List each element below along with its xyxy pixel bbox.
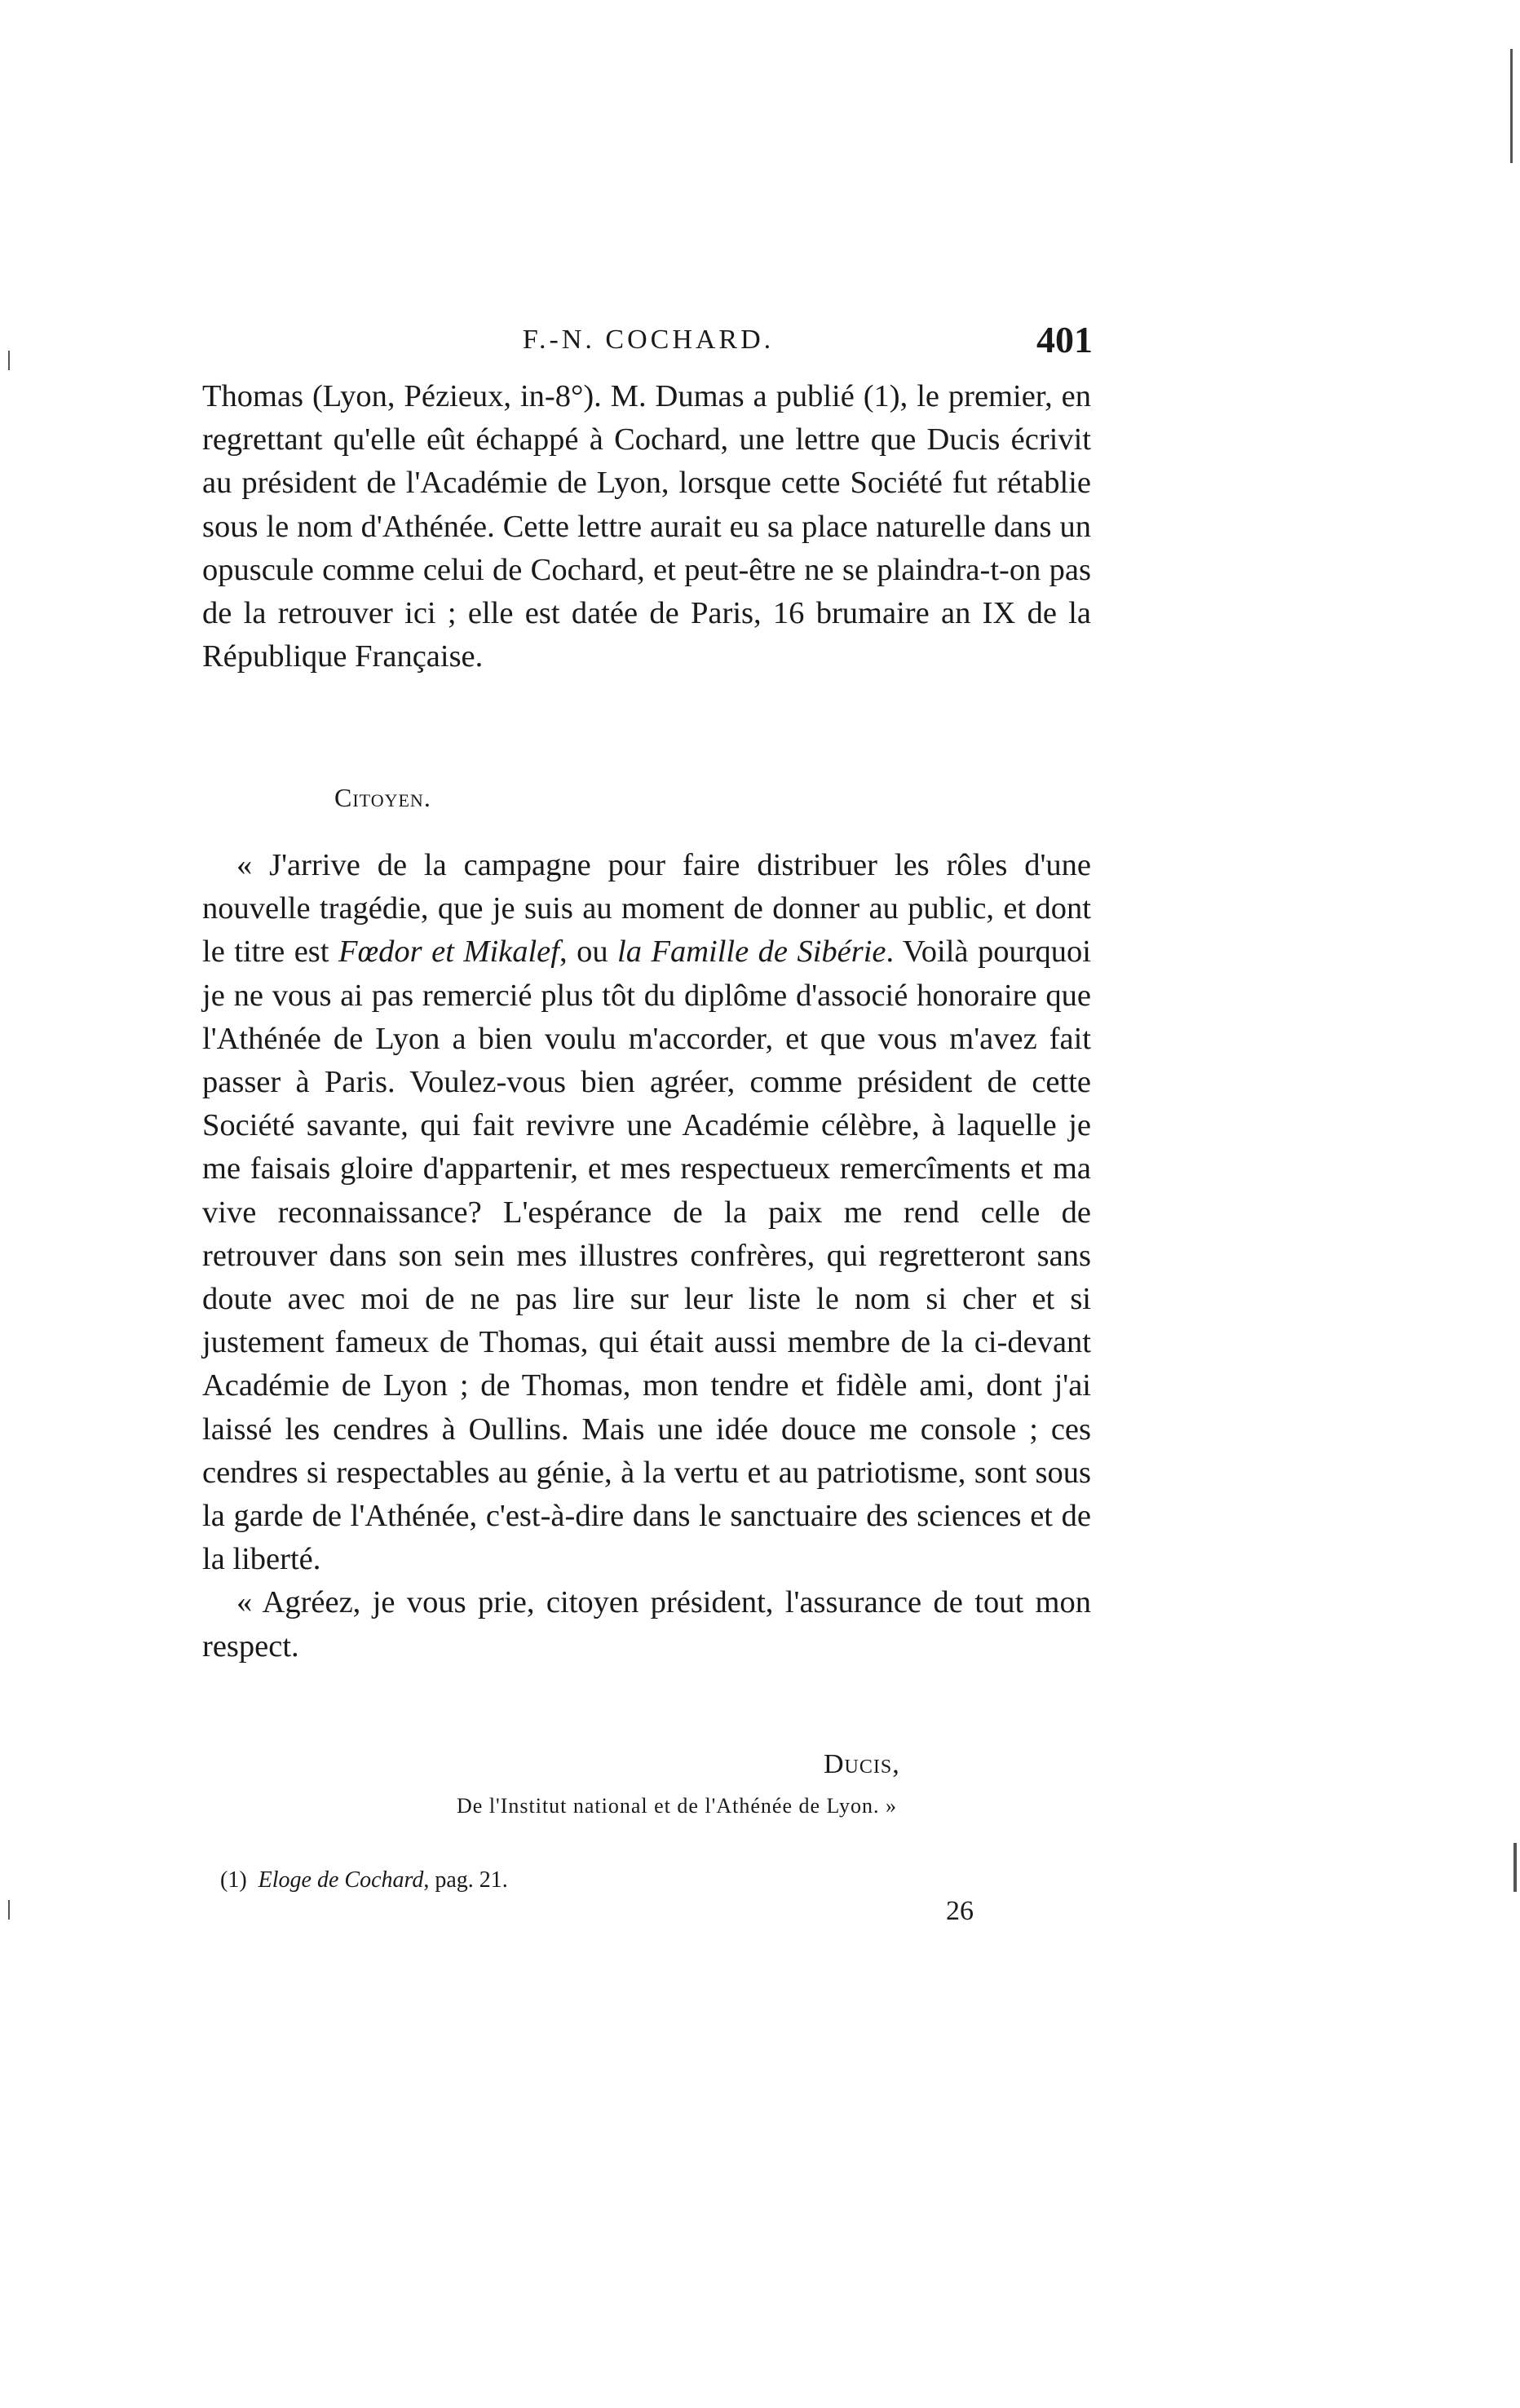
footnote-rest: , pag. 21.	[423, 1867, 508, 1893]
signature-affiliation: De l'Institut national et de l'Athénée de Lyon. »	[457, 1794, 897, 1818]
printer-signature-mark: 26	[946, 1896, 974, 1926]
intro-paragraph	[202, 375, 1091, 678]
letter-text-after-title: . Voilà pourquoi je ne vous ai pas remercié plus tôt du diplôme d'associé honoraire que l'Athénée de Lyon a bien voulu m'accorder, et que vous m'avez fait passer à Paris. Voulez-vous bien agréer, comme président de cette Société savante, qui fait revivre une Académie célèbre, à laquelle je me faisais gloire d'appartenir, et mes respectueux remercîments et ma vive reconnaissance? L'espérance de la paix me rend celle de retrouver dans son sein mes illustres confrères, qui regretteront sans doute avec moi de ne pas lire sur leur liste le nom si cher et si justement fameux de Thomas, qui était aussi membre de la ci-devant Académie de Lyon ; de Thomas, mon tendre et fidèle ami, dont j'ai laissé les cendres à Oullins. Mais une idée douce me console ; ces cendres si respectables au génie, à la vertu et au patriotisme, sont sous la garde de l'Athénée, c'est-à-dire dans le sanctuaire des sciences et de la liberté.	[202, 934, 1091, 1577]
letter-signature: Ducis,	[824, 1749, 900, 1779]
page-number: 401	[1036, 319, 1093, 360]
letter-body	[202, 844, 1091, 1668]
letter-text-before-title: « J'arrive de la campagne pour faire distribuer les rôles d'une nouvelle tragédie, que je suis au moment de donner au public, et dont le titre est	[202, 848, 1091, 970]
letter-salutation: Citoyen.	[334, 783, 431, 812]
play-title-2: la Famille de Sibérie	[617, 934, 886, 970]
letter-paragraph-2: « Agréez, je vous prie, citoyen président, l'assurance de tout mon respect.	[202, 1585, 1091, 1664]
footnote-marker: (1)	[220, 1867, 247, 1893]
play-title-1: Fœdor et Mikalef	[338, 934, 559, 970]
scan-edge-mark	[1513, 1843, 1517, 1892]
footnote	[220, 1867, 508, 1893]
scan-edge-mark	[1510, 49, 1513, 163]
intro-paragraph-text: Thomas (Lyon, Pézieux, in-8°). M. Dumas a publié (1), le premier, en regrettant qu'elle eût échappé à Cochard, une lettre que Ducis écrivit au président de l'Académie de Lyon, lorsque cette Société fut rétablie sous le nom d'Athénée. Cette lettre aurait eu sa place naturelle dans un opuscule comme celui de Cochard, et peut-être ne se plaindra-t-on pas de la retrouver ici ; elle est datée de Paris, 16 brumaire an IX de la République Française.	[202, 379, 1091, 674]
letter-paragraph-1	[202, 844, 1091, 1581]
running-title: F.-N. COCHARD.	[522, 325, 775, 355]
letter-text-mid: , ou	[559, 934, 618, 970]
running-head	[204, 318, 1093, 367]
scan-edge-mark	[8, 1900, 10, 1920]
scan-edge-mark	[8, 351, 10, 370]
footnote-title: Eloge de Cochard	[258, 1867, 424, 1893]
